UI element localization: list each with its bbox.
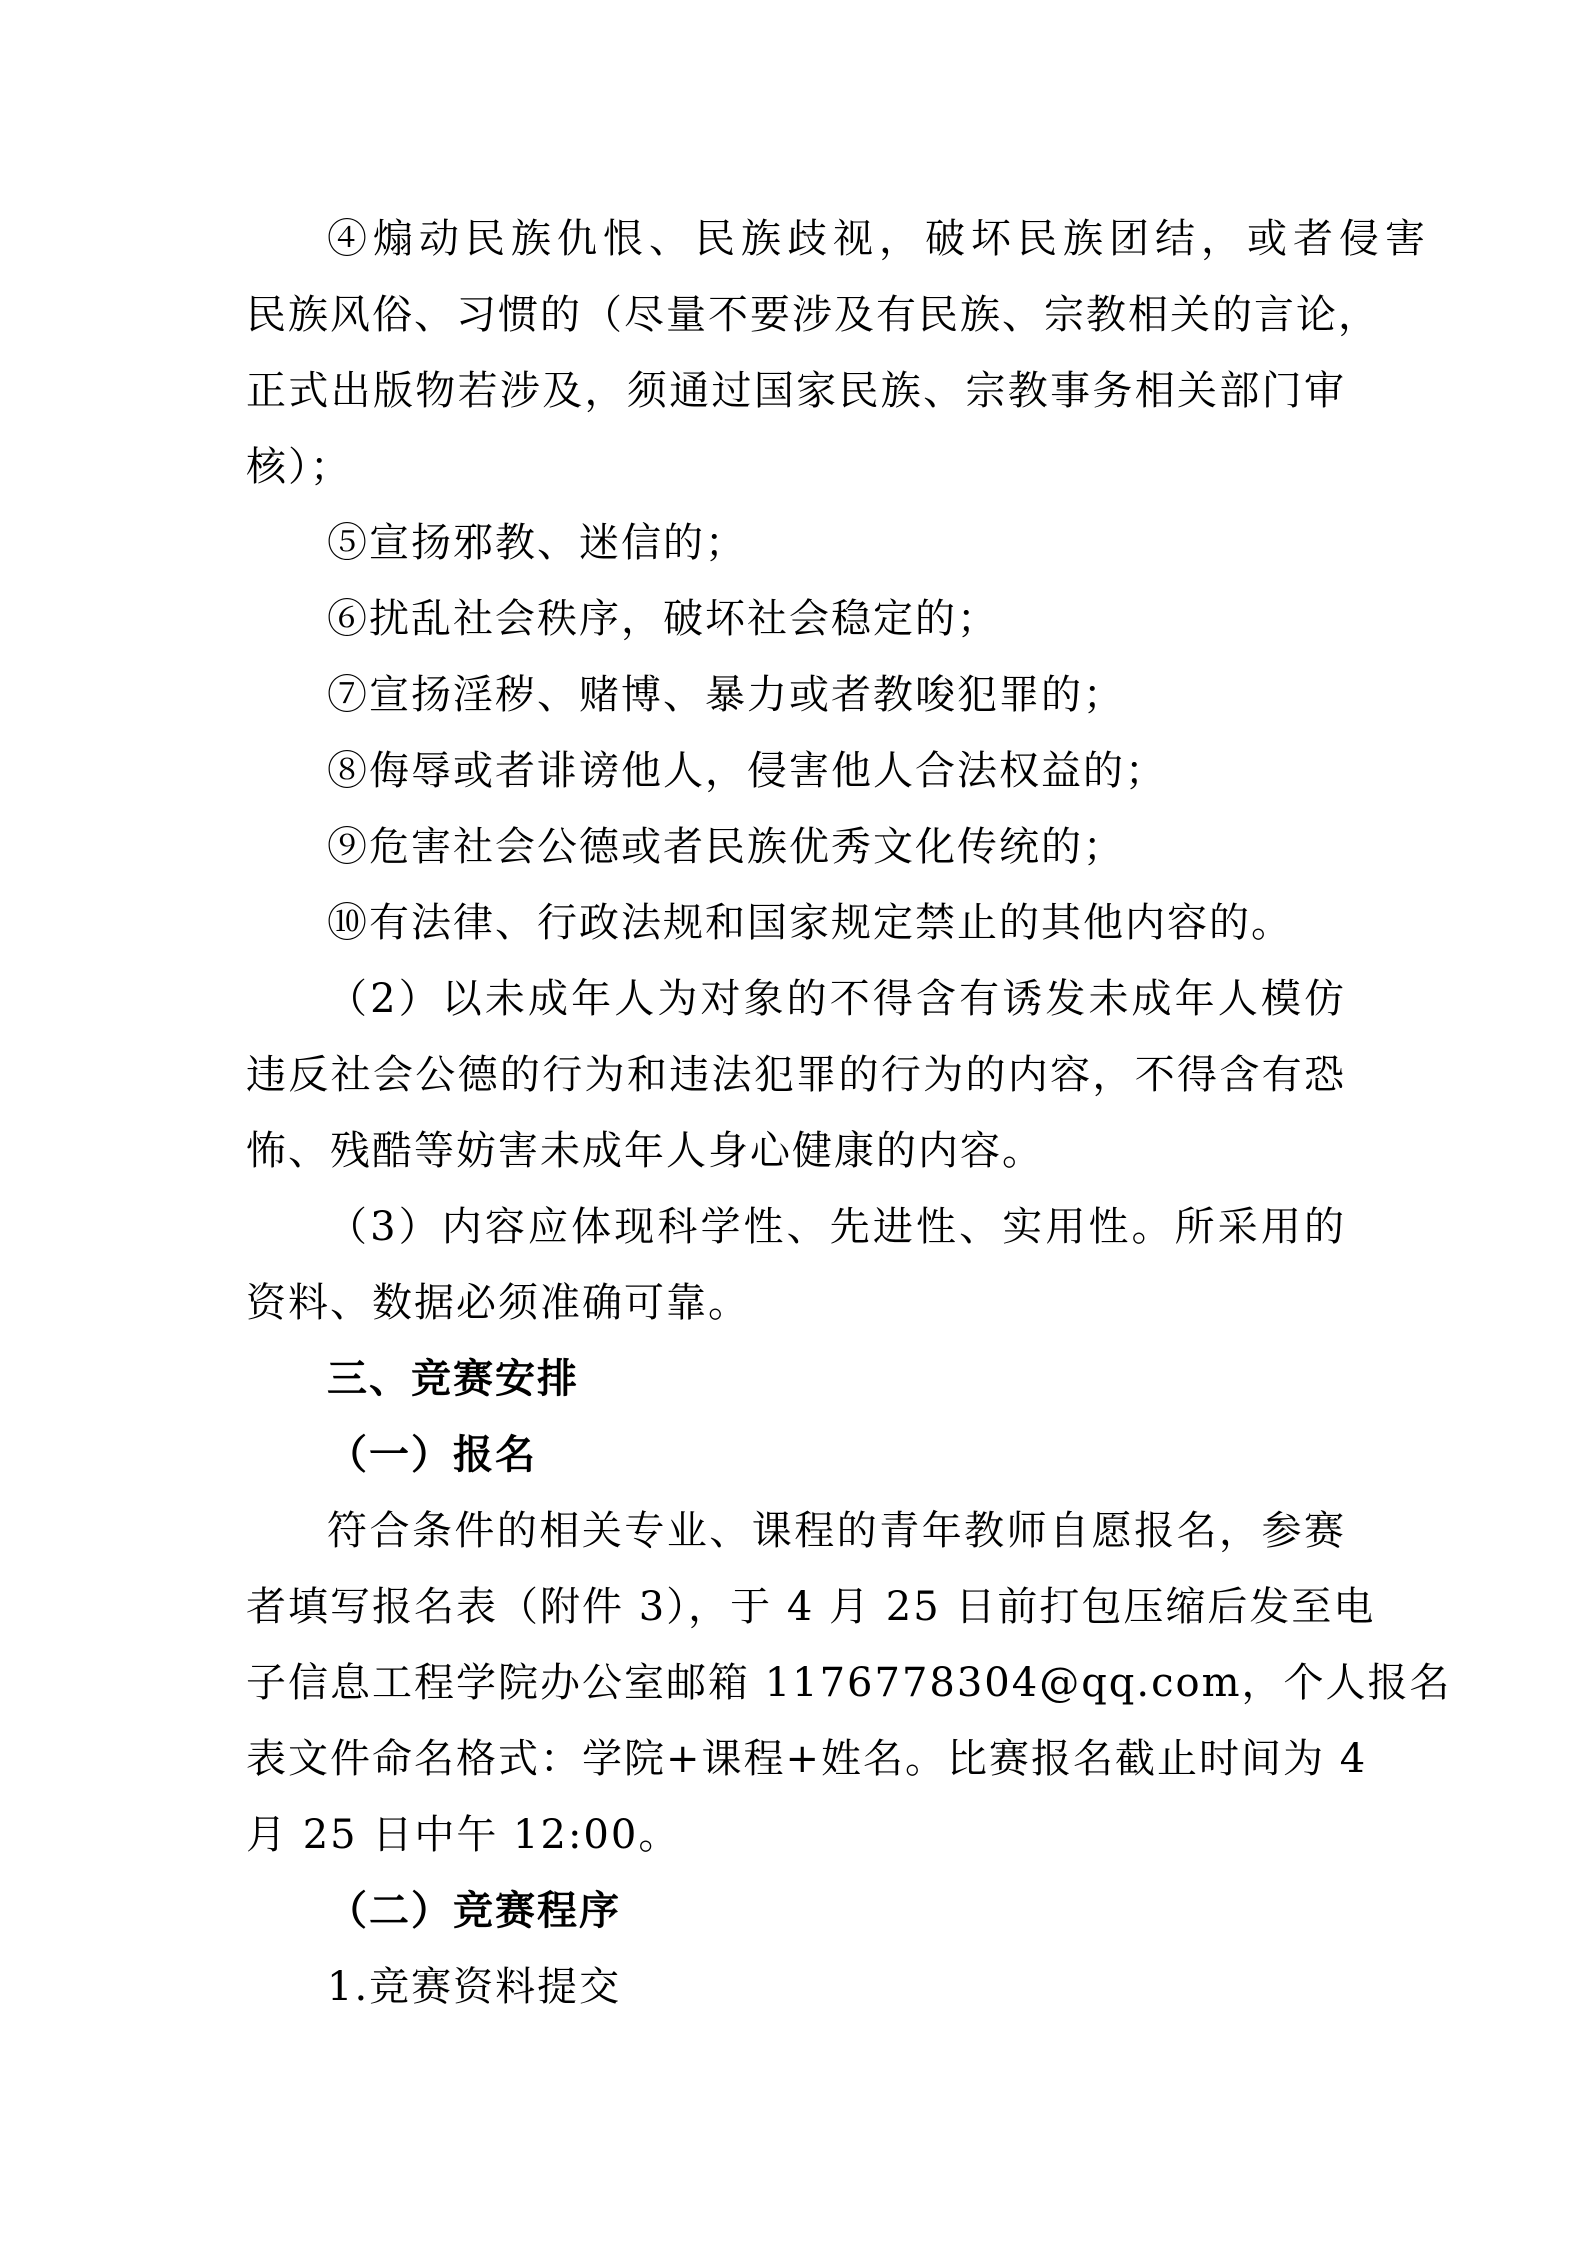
- registration-line-1: 符合条件的相关专业、课程的青年教师自愿报名，参赛: [327, 1508, 1346, 1554]
- item-7: ⑦宣扬淫秽、赌博、暴力或者教唆犯罪的；: [327, 672, 1125, 718]
- registration-line-4: 表文件命名格式：学院+课程+姓名。比赛报名截止时间为 4: [246, 1736, 1368, 1782]
- section-heading: 三、竞赛安排: [327, 1355, 579, 1402]
- subsection-heading-procedure: （二）竞赛程序: [327, 1887, 621, 1934]
- registration-line-3: 子信息工程学院办公室邮箱 1176778304@qq.com，个人报名: [246, 1660, 1452, 1706]
- item-4-line-4: 核）；: [246, 444, 352, 490]
- para-2-line-1: （2）以未成年人为对象的不得含有诱发未成年人模仿: [327, 976, 1346, 1022]
- item-4-line-1: ④煽动民族仇恨、民族歧视，破坏民族团结，或者侵害: [327, 216, 1427, 262]
- item-5: ⑤宣扬邪教、迷信的；: [327, 520, 747, 566]
- item-9: ⑨危害社会公德或者民族优秀文化传统的；: [327, 824, 1125, 870]
- item-8: ⑧侮辱或者诽谤他人，侵害他人合法权益的；: [327, 748, 1167, 794]
- item-6: ⑥扰乱社会秩序，破坏社会稳定的；: [327, 596, 999, 642]
- para-3-line-1: （3）内容应体现科学性、先进性、实用性。所采用的: [327, 1204, 1346, 1250]
- para-3-line-2: 资料、数据必须准确可靠。: [246, 1280, 750, 1326]
- registration-line-5: 月 25 日中午 12:00。: [246, 1812, 681, 1858]
- subsection-heading-registration: （一）报名: [327, 1431, 537, 1478]
- registration-line-2: 者填写报名表（附件 3），于 4 月 25 日前打包压缩后发至电: [246, 1584, 1376, 1630]
- item-10: ⑩有法律、行政法规和国家规定禁止的其他内容的。: [327, 900, 1293, 946]
- para-2-line-3: 怖、残酷等妨害未成年人身心健康的内容。: [246, 1128, 1044, 1174]
- procedure-step-1: 1.竞赛资料提交: [327, 1964, 622, 2010]
- para-2-line-2: 违反社会公德的行为和违法犯罪的行为的内容，不得含有恐: [246, 1052, 1346, 1098]
- item-4-line-3: 正式出版物若涉及，须通过国家民族、宗教事务相关部门审: [246, 368, 1346, 414]
- item-4-line-2: 民族风俗、习惯的（尽量不要涉及有民族、宗教相关的言论，: [246, 292, 1380, 338]
